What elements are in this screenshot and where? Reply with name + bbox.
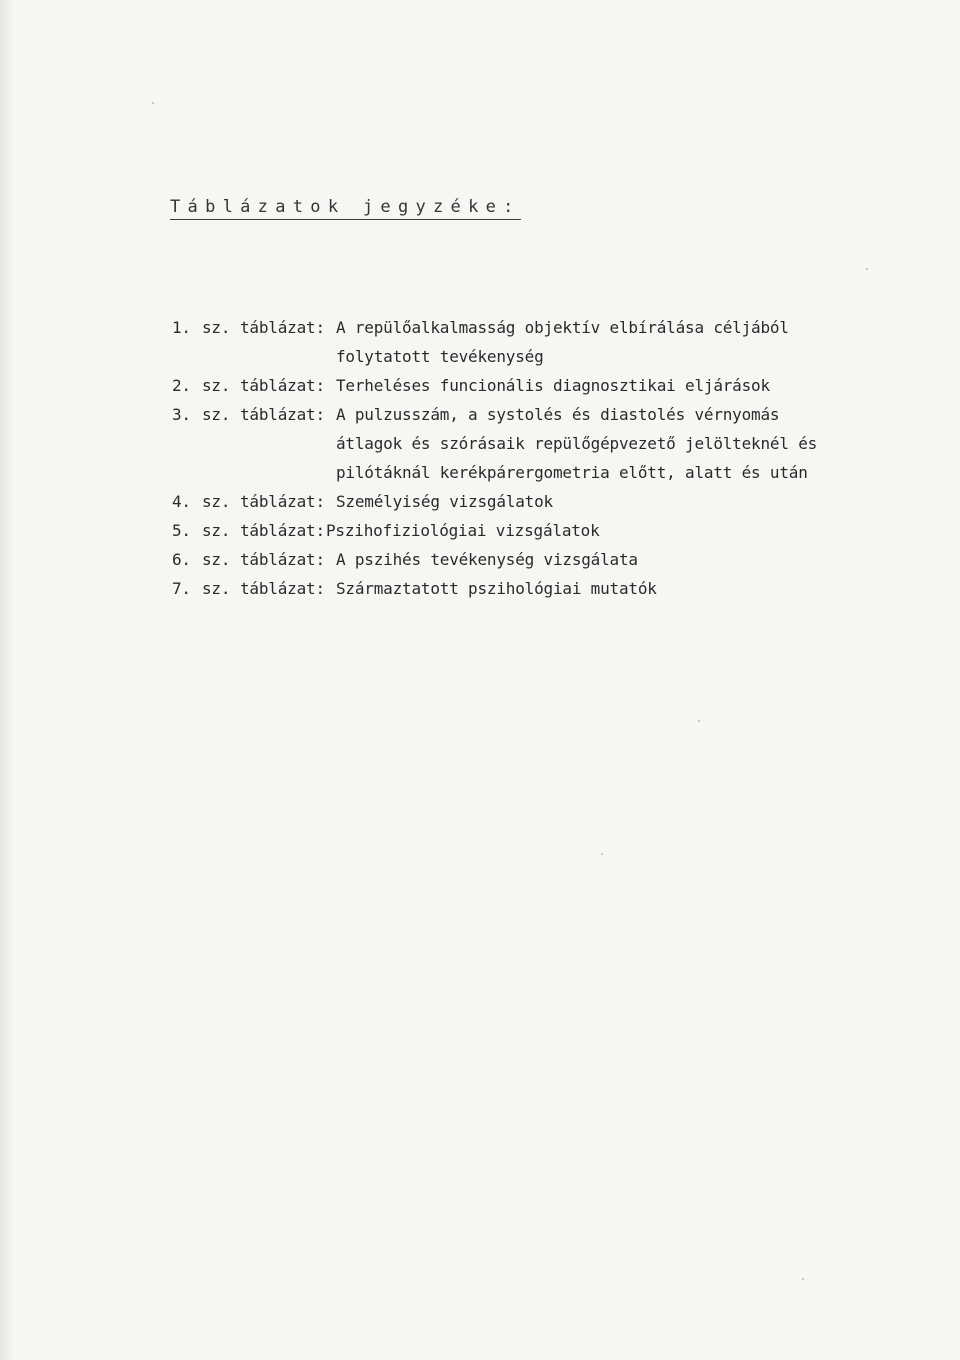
entry-number: 4.: [172, 492, 191, 511]
entry-title: [336, 545, 638, 574]
entry-title-line: átlagok és szórásaik repülőgépvezető jelölteknél és: [336, 434, 818, 453]
entry-title-line: Pszihofiziológiai vizsgálatok: [326, 521, 600, 540]
entry-title-line: Terheléses funcionális diagnosztikai eljárások: [336, 376, 770, 395]
entry-sz: sz.: [202, 405, 231, 424]
paper-edge-shadow: [0, 0, 14, 1360]
entry-title-line: pilótáknál kerékpárergometria előtt, alatt és után: [336, 463, 808, 482]
entry-title-line: Személyiség vizsgálatok: [336, 492, 553, 511]
entry-number: 5.: [172, 521, 191, 540]
entry-title-line: folytatott tevékenység: [336, 347, 544, 366]
entry-number: 6.: [172, 550, 191, 569]
entry-title-line: Származtatott pszihológiai mutatók: [336, 579, 657, 598]
entry-sz: sz.: [202, 492, 231, 511]
list-item: [172, 545, 872, 574]
entry-title: [336, 574, 657, 603]
entry-number: 2.: [172, 376, 191, 395]
entry-number: 7.: [172, 579, 191, 598]
entry-label: táblázat:: [240, 318, 325, 337]
entry-sz: sz.: [202, 318, 231, 337]
entry-number: 1.: [172, 318, 191, 337]
entry-title: [336, 371, 770, 400]
entry-label: táblázat:: [240, 521, 325, 540]
entry-title-line: A pulzusszám, a systolés és diastolés vérnyomás: [336, 405, 780, 424]
entry-label: táblázat:: [240, 550, 325, 569]
entry-number: 3.: [172, 405, 191, 424]
entry-label: táblázat:: [240, 376, 325, 395]
paper-speck: [802, 1278, 804, 1280]
page-title: Táblázatok jegyzéke:: [170, 196, 521, 220]
entry-title: [326, 516, 600, 545]
entry-title: [336, 313, 789, 371]
entry-label: táblázat:: [240, 579, 325, 598]
paper-speck: [866, 268, 868, 270]
list-item: [172, 487, 872, 516]
list-item: [172, 400, 872, 487]
table-of-tables: [172, 313, 872, 603]
entry-title-line: A repülőalkalmasság objektív elbírálása céljából: [336, 318, 789, 337]
entry-title: [336, 400, 817, 487]
list-item: [172, 371, 872, 400]
list-item: [172, 313, 872, 371]
paper-speck: [698, 720, 700, 722]
entry-title-line: A pszihés tevékenység vizsgálata: [336, 550, 638, 569]
entry-label: táblázat:: [240, 405, 325, 424]
entry-title: [336, 487, 553, 516]
entry-label: táblázat:: [240, 492, 325, 511]
list-item: [172, 516, 872, 545]
entry-sz: sz.: [202, 579, 231, 598]
list-item: [172, 574, 872, 603]
paper-speck: [601, 853, 603, 855]
entry-sz: sz.: [202, 376, 231, 395]
entry-sz: sz.: [202, 550, 231, 569]
entry-sz: sz.: [202, 521, 231, 540]
paper-speck: [152, 102, 154, 104]
